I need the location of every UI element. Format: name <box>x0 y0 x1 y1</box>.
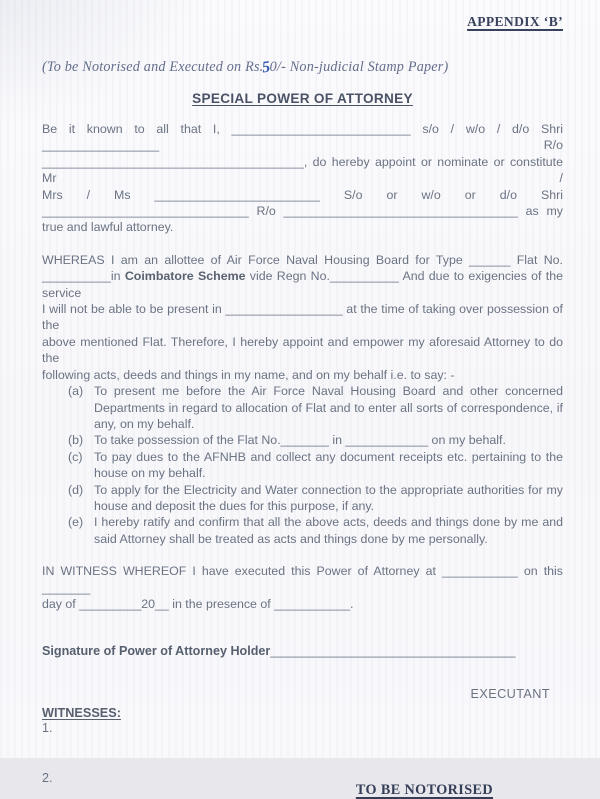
clause-marker: (e) <box>68 515 84 530</box>
clause-line: To apply for the Electricity and Water connection to the appropriate authorities for my <box>94 482 563 497</box>
executant-label: EXECUTANT <box>470 687 550 702</box>
witness-whereof-paragraph <box>42 563 563 612</box>
intro-line: Mrs / Ms ________________________ S/o or w/o or d/o Shri <box>42 187 563 202</box>
clause-line: Departments in regard to allocation of Flat and to enter all sorts of correspondence, if <box>94 400 563 415</box>
clause-a <box>42 383 563 432</box>
clause-line: To present me before the Air Force Naval Housing Board and other concerned <box>94 384 563 399</box>
clause-marker: (b) <box>68 433 84 448</box>
clause-line: said Attorney shall be treated as acts and things done by me personally. <box>94 531 488 546</box>
signature-label: Signature of Power of Attorney Holder <box>42 644 271 659</box>
stamp-note-text-tail: 0/- Non-judicial Stamp Paper) <box>269 59 449 75</box>
clause-e <box>42 514 563 547</box>
clause-marker: (d) <box>68 482 84 497</box>
clause-marker: (a) <box>68 384 84 399</box>
clause-marker: (c) <box>68 449 83 464</box>
witnesses-heading <box>42 706 563 720</box>
document-title <box>42 91 563 106</box>
clause-line: house and deposit the dues for this purpose, if any. <box>94 498 375 513</box>
clause-line: any, on my behalf. <box>94 416 195 431</box>
appendix-label-text: APPENDIX ‘B’ <box>467 14 563 29</box>
notorised-label <box>356 782 493 799</box>
intro-line: Be it known to all that I, __________________________ s/o / w/o / d/o Shri _________________ R/o <box>42 122 563 153</box>
clause-text <box>94 383 563 432</box>
bottom-row <box>42 770 563 799</box>
whereas-paragraph <box>42 252 563 383</box>
intro-paragraph <box>42 121 563 236</box>
intro-line: ______________________________________, do hereby appoint or nominate or constitute Mr / <box>42 154 563 186</box>
notorised-label-text: TO BE NOTORISED <box>355 781 493 798</box>
witness-item-2: 2. <box>42 770 53 785</box>
clause-line: To pay dues to the AFNHB and collect any document receipts etc. pertaining to the <box>94 449 563 464</box>
clause-text <box>94 432 563 448</box>
handwritten-denomination: 5 <box>261 58 272 77</box>
witnesses-heading-text: WITNESSES: <box>42 706 121 721</box>
signature-blank: ___________________________________ <box>270 644 516 659</box>
witness-item-1: 1. <box>42 721 53 736</box>
document-title-text: SPECIAL POWER OF ATTORNEY <box>192 91 413 106</box>
clause-line: house on my behalf. <box>94 466 206 481</box>
witness-whereof-line: day of _________20__ in the presence of ___________. <box>42 596 354 611</box>
clause-text <box>94 482 563 515</box>
clause-text <box>94 449 563 482</box>
clause-b <box>42 432 563 448</box>
intro-line: true and lawful attorney. <box>42 220 174 235</box>
stamp-paper-note <box>42 58 563 76</box>
whereas-line: WHEREAS I am an allottee of Air Force Naval Housing Board for Type ______ Flat No. <box>42 252 563 267</box>
clause-line: I hereby ratify and confirm that all the above acts, deeds and things done by me and <box>94 515 563 530</box>
clause-c <box>42 449 563 482</box>
intro-line: ______________________________ R/o __________________________________ as my <box>42 204 563 219</box>
whereas-line: following acts, deeds and things in my name, and on my behalf i.e. to say: - <box>42 367 455 382</box>
whereas-line: I will not be able to be present in _________________ at the time of taking over possession of the <box>42 302 563 333</box>
clause-text <box>94 514 563 547</box>
clause-d <box>42 482 563 515</box>
scheme-name-bold: Coimbatore Scheme <box>124 269 246 284</box>
stamp-note-text: (To be Notorised and Executed on Rs. <box>42 59 264 75</box>
clause-line: To take possession of the Flat No._______ in ____________ on my behalf. <box>94 433 506 448</box>
whereas-line <box>42 268 563 301</box>
clause-list <box>42 383 563 547</box>
whereas-line-text: __________in <box>42 269 125 284</box>
whereas-line: above mentioned Flat. Therefore, I hereby appoint and empower my aforesaid Attorney to do the <box>42 334 563 366</box>
signature-line <box>42 644 563 658</box>
whereas-line-text-tail: vide Regn No.__________ And due to exigencies of the service <box>42 269 564 300</box>
witness-whereof-line: IN WITNESS WHEREOF I have executed this Power of Attorney at ___________ on this _______ <box>42 564 563 595</box>
appendix-label <box>42 14 563 30</box>
